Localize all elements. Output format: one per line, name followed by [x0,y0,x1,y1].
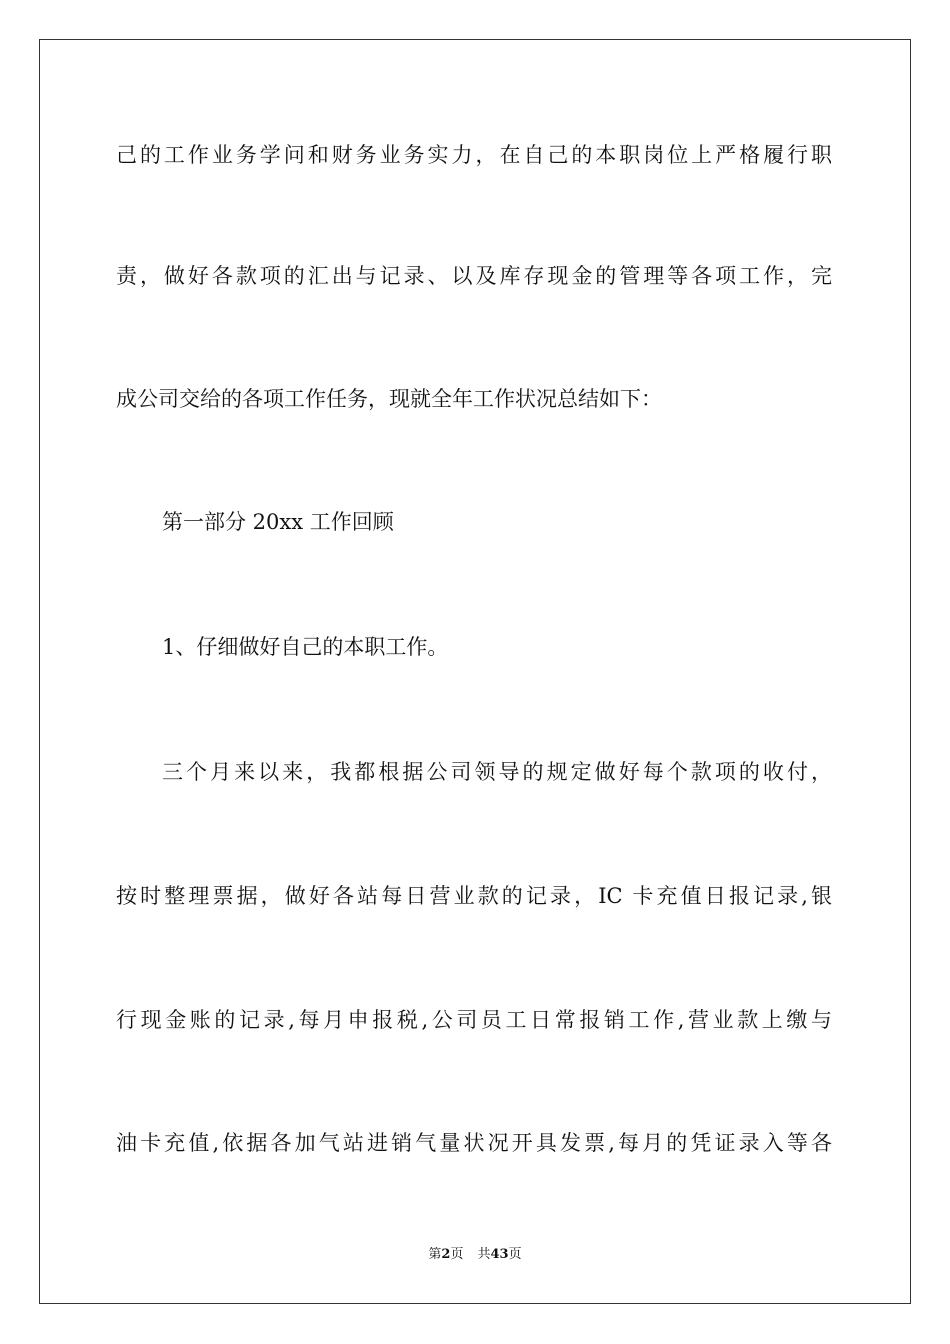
page-prefix: 第 [428,1247,442,1262]
total-suffix: 页 [508,1247,522,1262]
total-prefix: 共 [477,1247,491,1262]
page-number: 2 [441,1247,451,1262]
section-heading: 第一部分 20xx 工作回顾 [162,510,394,534]
body-text-line-1: 己的工作业务学问和财务业务实力，在自己的本职岗位上严格履行职 [116,143,832,167]
body-text-line-6: 行现金账的记录,每月申报税,公司员工日常报销工作,营业款上缴与 [116,1008,832,1032]
page-suffix: 页 [450,1247,464,1262]
total-pages: 43 [490,1247,509,1262]
page-footer [0,1246,950,1264]
body-text-line-5: 按时整理票据，做好各站每日营业款的记录，IC 卡充值日报记录,银 [116,884,832,908]
page-border [39,39,911,1304]
body-text-line-7: 油卡充值,依据各加气站进销气量状况开具发票,每月的凭证录入等各 [116,1131,832,1155]
list-item-heading: 1、仔细做好自己的本职工作。 [162,635,449,659]
body-text-line-4: 三个月来以来，我都根据公司领导的规定做好每个款项的收付， [162,760,832,784]
body-text-line-3: 成公司交给的各项工作任务，现就全年工作状况总结如下： [116,387,662,411]
body-text-line-2: 责，做好各款项的汇出与记录、以及库存现金的管理等各项工作，完 [116,264,832,288]
